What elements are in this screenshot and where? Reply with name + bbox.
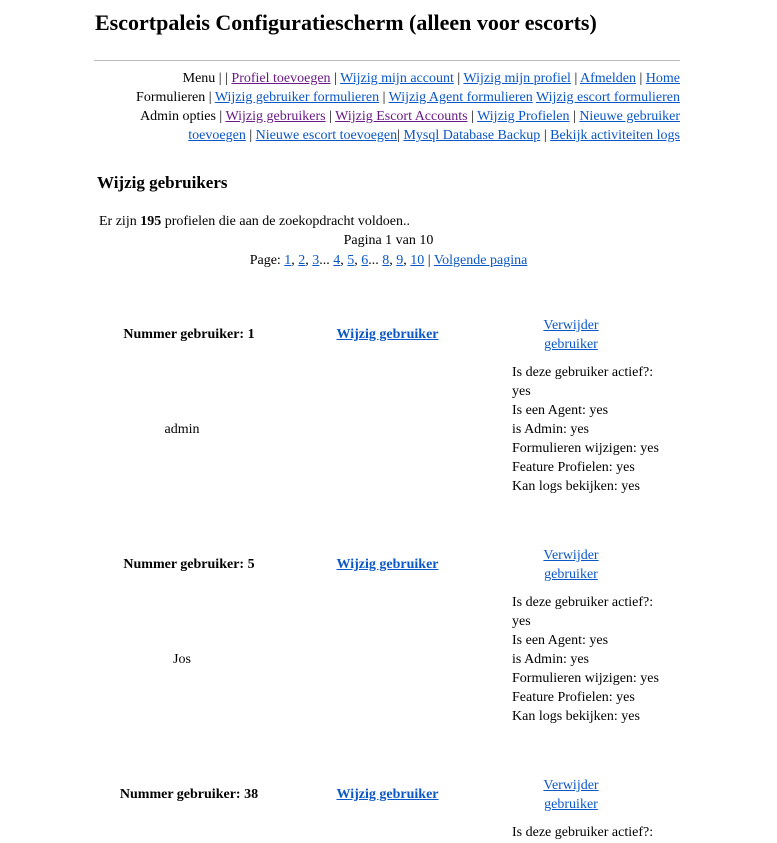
link-wijzig-profielen[interactable]: Wijzig Profielen <box>477 109 570 124</box>
page-link-1[interactable]: 1 <box>284 253 292 268</box>
edit-user-link[interactable]: Wijzig gebruiker <box>336 787 439 802</box>
logs-status: Kan logs bekijken: yes <box>512 479 640 494</box>
delete-user-link-wrap <box>515 546 627 584</box>
section-title: Wijzig gebruikers <box>97 173 228 192</box>
nav-menu <box>94 69 680 145</box>
page-title: Escortpaleis Configuratiescherm (alleen voor escorts) <box>95 10 597 35</box>
page-link-8[interactable]: 8 <box>382 253 390 268</box>
link-wijzig-escort-accounts[interactable]: Wijzig Escort Accounts <box>335 109 468 124</box>
delete-label-1: Verwijder <box>543 548 599 563</box>
delete-label-1: Verwijder <box>543 318 599 333</box>
link-wijzig-agent-formulieren[interactable]: Wijzig Agent formulieren <box>388 90 533 105</box>
results-number: 195 <box>140 214 162 229</box>
page-link-2[interactable]: 2 <box>298 253 306 268</box>
page-link-3[interactable]: 3 <box>312 253 320 268</box>
page-link-9[interactable]: 9 <box>396 253 404 268</box>
actief-value: yes <box>512 384 531 399</box>
actief-question: Is deze gebruiker actief?: <box>512 365 654 380</box>
page-link-4[interactable]: 4 <box>333 253 341 268</box>
link-wijzig-mijn-profiel[interactable]: Wijzig mijn profiel <box>463 71 571 86</box>
delete-user-link-wrap <box>515 776 627 814</box>
menu-row-admin-2: toevoegen | Nieuwe escort toevoegen| Mysql Database Backup | Bekijk activiteiten logs <box>188 128 680 143</box>
user-number: Nummer gebruiker: 1 <box>123 327 255 342</box>
next-page-link[interactable]: Volgende pagina <box>433 253 528 268</box>
feature-status: Feature Profielen: yes <box>512 690 635 705</box>
delete-label-1: Verwijder <box>543 778 599 793</box>
admin-status: is Admin: yes <box>512 652 590 667</box>
user-info <box>512 823 682 842</box>
link-profiel-toevoegen[interactable]: Profiel toevoegen <box>231 71 331 86</box>
logs-status: Kan logs bekijken: yes <box>512 709 640 724</box>
menu-row-formulieren: Formulieren | Wijzig gebruiker formulieren | Wijzig Agent formulieren Wijzig escort formulieren <box>136 90 680 105</box>
agent-status: Is een Agent: yes <box>512 403 609 418</box>
delete-label-2: gebruiker <box>544 797 598 812</box>
page-link-6[interactable]: 6 <box>361 253 369 268</box>
results-prefix: Er zijn <box>99 214 141 229</box>
delete-label-2: gebruiker <box>544 337 598 352</box>
link-bekijk-logs[interactable]: Bekijk activiteiten logs <box>550 128 680 143</box>
page-link-10[interactable]: 10 <box>410 253 425 268</box>
link-afmelden[interactable]: Afmelden <box>579 71 636 86</box>
delete-user-link[interactable] <box>543 778 598 812</box>
user-name: admin <box>164 422 200 437</box>
menu-row-main: Menu | | Profiel toevoegen | Wijzig mijn account | Wijzig mijn profiel | Afmelden | Home <box>182 71 680 86</box>
link-home[interactable]: Home <box>645 71 680 86</box>
link-wijzig-gebruikers[interactable]: Wijzig gebruikers <box>225 109 326 124</box>
edit-user-link[interactable]: Wijzig gebruiker <box>336 327 439 342</box>
admin-opties-label: Admin opties <box>140 109 216 124</box>
link-mysql-backup[interactable]: Mysql Database Backup <box>403 128 541 143</box>
page-link-5[interactable]: 5 <box>347 253 355 268</box>
formulieren-status: Formulieren wijzigen: yes <box>512 441 659 456</box>
feature-status: Feature Profielen: yes <box>512 460 635 475</box>
actief-question: Is deze gebruiker actief?: <box>512 825 654 840</box>
menu-label: Menu <box>182 71 216 86</box>
page-indicator: Pagina 1 van 10 <box>343 233 434 248</box>
link-nieuwe-gebruiker-toevoegen[interactable]: toevoegen <box>188 128 246 143</box>
delete-label-2: gebruiker <box>544 567 598 582</box>
agent-status: Is een Agent: yes <box>512 633 609 648</box>
results-count <box>99 212 410 231</box>
edit-user-link[interactable]: Wijzig gebruiker <box>336 557 439 572</box>
user-number: Nummer gebruiker: 38 <box>119 787 259 802</box>
formulieren-label: Formulieren <box>136 90 206 105</box>
link-wijzig-mijn-account[interactable]: Wijzig mijn account <box>340 71 454 86</box>
delete-user-link[interactable] <box>543 548 598 582</box>
divider <box>94 60 680 61</box>
user-info <box>512 593 682 726</box>
results-suffix: profielen die aan de zoekopdracht voldoen.. <box>161 214 411 229</box>
actief-value: yes <box>512 614 531 629</box>
user-info <box>512 363 682 496</box>
link-wijzig-gebruiker-formulieren[interactable]: Wijzig gebruiker formulieren <box>214 90 380 105</box>
link-wijzig-escort-formulieren[interactable]: Wijzig escort formulieren <box>535 90 680 105</box>
delete-user-link-wrap <box>515 316 627 354</box>
link-nieuwe-escort-toevoegen[interactable]: Nieuwe escort toevoegen <box>255 128 398 143</box>
admin-status: is Admin: yes <box>512 422 590 437</box>
user-name: Jos <box>173 652 191 667</box>
menu-row-admin: Admin opties | Wijzig gebruikers | Wijzig Escort Accounts | Wijzig Profielen | Nieuwe gebruiker <box>140 109 680 124</box>
page-label: Page: <box>249 253 281 268</box>
delete-user-link[interactable] <box>543 318 598 352</box>
pagination: Page: 1, 2, 3... 4, 5, 6... 8, 9, 10 | Volgende pagina <box>249 253 528 268</box>
user-number: Nummer gebruiker: 5 <box>123 557 255 572</box>
formulieren-status: Formulieren wijzigen: yes <box>512 671 659 686</box>
actief-question: Is deze gebruiker actief?: <box>512 595 654 610</box>
link-nieuwe-gebruiker[interactable]: Nieuwe gebruiker <box>579 109 680 124</box>
